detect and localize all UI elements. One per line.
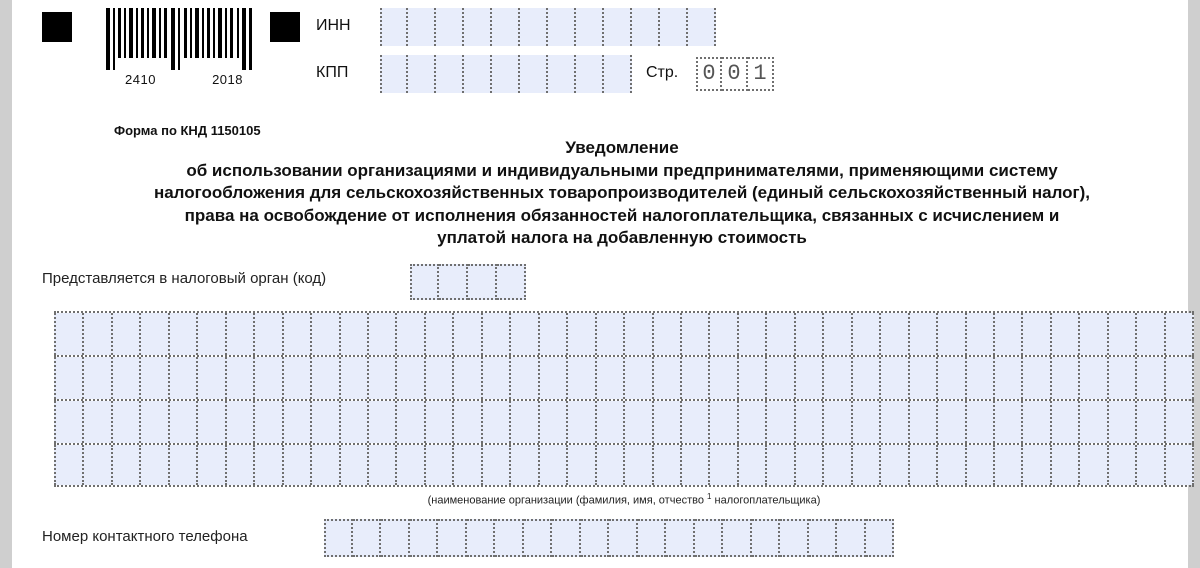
organization-name-cell[interactable]	[682, 357, 710, 399]
inn-cell[interactable]	[632, 8, 660, 46]
organization-name-cell[interactable]	[255, 313, 283, 355]
inn-cell[interactable]	[548, 8, 576, 46]
organization-name-cell[interactable]	[1137, 357, 1165, 399]
organization-name-cell[interactable]	[397, 401, 425, 443]
title-line: права на освобождение от исполнения обязанностей налогоплательщика, связанных с исчислением и	[184, 205, 1060, 225]
organization-name-cell[interactable]	[369, 445, 397, 485]
organization-name-cell[interactable]	[938, 401, 966, 443]
organization-name-cell[interactable]	[881, 357, 909, 399]
organization-name-cell[interactable]	[312, 401, 340, 443]
organization-name-cell[interactable]	[511, 445, 539, 485]
organization-name-cell[interactable]	[113, 313, 141, 355]
organization-name-cell[interactable]	[967, 313, 995, 355]
tax-authority-cell[interactable]	[497, 264, 526, 300]
organization-name-cell[interactable]	[881, 445, 909, 485]
organization-name-cell[interactable]	[910, 445, 938, 485]
organization-name-cell[interactable]	[284, 313, 312, 355]
organization-name-cell[interactable]	[141, 313, 169, 355]
inn-cell[interactable]	[576, 8, 604, 46]
inn-cell[interactable]	[660, 8, 688, 46]
organization-name-cell[interactable]	[995, 401, 1023, 443]
organization-name-cell[interactable]	[84, 401, 112, 443]
organization-name-cell[interactable]	[511, 313, 539, 355]
organization-name-cell[interactable]	[397, 313, 425, 355]
organization-name-cell[interactable]	[483, 401, 511, 443]
organization-name-cell[interactable]	[995, 313, 1023, 355]
page-digit-cell[interactable]: 0	[696, 57, 722, 91]
organization-name-cell[interactable]	[597, 445, 625, 485]
phone-cell[interactable]	[495, 519, 524, 557]
organization-name-cell[interactable]	[625, 445, 653, 485]
organization-name-cell[interactable]	[540, 357, 568, 399]
organization-name-cell[interactable]	[1109, 445, 1137, 485]
organization-name-row[interactable]	[54, 311, 1194, 355]
phone-label: Номер контактного телефона	[42, 528, 248, 545]
organization-name-cell[interactable]	[1166, 313, 1194, 355]
organization-name-cell[interactable]	[1109, 401, 1137, 443]
organization-name-cell[interactable]	[654, 357, 682, 399]
organization-name-cell[interactable]	[198, 357, 226, 399]
organization-name-cell[interactable]	[54, 445, 84, 485]
kpp-cell[interactable]	[492, 55, 520, 93]
organization-name-cell[interactable]	[824, 401, 852, 443]
organization-name-cell[interactable]	[853, 313, 881, 355]
organization-name-cell[interactable]	[1052, 401, 1080, 443]
organization-name-cell[interactable]	[938, 313, 966, 355]
kpp-cell[interactable]	[408, 55, 436, 93]
caption-footnote-mark: 1	[707, 492, 712, 501]
tax-authority-cell[interactable]	[439, 264, 468, 300]
organization-name-cell[interactable]	[284, 445, 312, 485]
organization-name-cell[interactable]	[397, 357, 425, 399]
organization-name-cell[interactable]	[198, 445, 226, 485]
organization-name-cell[interactable]	[84, 445, 112, 485]
organization-name-cell[interactable]	[568, 401, 596, 443]
organization-name-cell[interactable]	[710, 357, 738, 399]
organization-name-cell[interactable]	[397, 445, 425, 485]
kpp-cell[interactable]	[380, 55, 408, 93]
organization-name-cell[interactable]	[824, 357, 852, 399]
organization-name-cell[interactable]	[1166, 445, 1194, 485]
organization-name-cell[interactable]	[454, 313, 482, 355]
organization-name-cell[interactable]	[1166, 401, 1194, 443]
organization-name-cell[interactable]	[967, 401, 995, 443]
phone-cell[interactable]	[837, 519, 866, 557]
organization-name-cell[interactable]	[568, 313, 596, 355]
barcode-left-number: 2410	[125, 72, 156, 87]
form-title	[52, 137, 1192, 250]
inn-cell[interactable]	[436, 8, 464, 46]
organization-name-cell[interactable]	[710, 401, 738, 443]
organization-name-cell[interactable]	[454, 401, 482, 443]
organization-name-cell[interactable]	[170, 401, 198, 443]
organization-name-cell[interactable]	[739, 313, 767, 355]
organization-name-cell[interactable]	[824, 313, 852, 355]
organization-name-cell[interactable]	[625, 401, 653, 443]
inn-cell[interactable]	[492, 8, 520, 46]
organization-name-cell[interactable]	[710, 445, 738, 485]
organization-name-cell[interactable]	[1137, 401, 1165, 443]
phone-cell[interactable]	[666, 519, 695, 557]
organization-name-cell[interactable]	[284, 401, 312, 443]
organization-name-cell[interactable]	[483, 445, 511, 485]
organization-name-cell[interactable]	[227, 445, 255, 485]
organization-name-cell[interactable]	[341, 401, 369, 443]
organization-name-cell[interactable]	[796, 401, 824, 443]
phone-cell[interactable]	[866, 519, 895, 557]
organization-name-cell[interactable]	[1023, 357, 1051, 399]
organization-name-cell[interactable]	[540, 401, 568, 443]
organization-name-cell[interactable]	[796, 445, 824, 485]
organization-name-cell[interactable]	[1166, 357, 1194, 399]
organization-name-cell[interactable]	[227, 401, 255, 443]
phone-cell[interactable]	[381, 519, 410, 557]
organization-name-cell[interactable]	[426, 401, 454, 443]
organization-name-cell[interactable]	[1137, 313, 1165, 355]
title-line: налогообложения для сельскохозяйственных товаропроизводителей (единый сельскохозяйственный налог),	[153, 183, 1091, 202]
tax-authority-cell[interactable]	[410, 264, 439, 300]
organization-name-cell[interactable]	[227, 357, 255, 399]
phone-cell[interactable]	[695, 519, 724, 557]
organization-name-cell[interactable]	[1080, 313, 1108, 355]
organization-name-cell[interactable]	[1023, 445, 1051, 485]
organization-name-cell[interactable]	[995, 445, 1023, 485]
page-digit-cell[interactable]: 1	[748, 57, 774, 91]
organization-name-cell[interactable]	[597, 357, 625, 399]
organization-name-cell[interactable]	[1109, 313, 1137, 355]
form-code-label: Форма по КНД 1150105	[114, 123, 261, 138]
organization-name-cell[interactable]	[54, 313, 84, 355]
organization-name-cell[interactable]	[1023, 401, 1051, 443]
organization-name-cell[interactable]	[341, 357, 369, 399]
corner-marker-left	[42, 12, 72, 42]
organization-name-cell[interactable]	[568, 357, 596, 399]
phone-cell[interactable]	[581, 519, 610, 557]
organization-name-cell[interactable]	[540, 445, 568, 485]
organization-name-cell[interactable]	[881, 401, 909, 443]
organization-name-cell[interactable]	[767, 357, 795, 399]
organization-name-cell[interactable]	[1052, 445, 1080, 485]
phone-cell[interactable]	[324, 519, 353, 557]
phone-cell[interactable]	[552, 519, 581, 557]
organization-name-cell[interactable]	[710, 313, 738, 355]
organization-name-cell[interactable]	[426, 313, 454, 355]
organization-name-cell[interactable]	[141, 445, 169, 485]
organization-name-cell[interactable]	[369, 357, 397, 399]
inn-cell[interactable]	[380, 8, 408, 46]
organization-name-cell[interactable]	[1052, 357, 1080, 399]
organization-name-cell[interactable]	[767, 445, 795, 485]
organization-name-cell[interactable]	[312, 357, 340, 399]
kpp-label: КПП	[316, 64, 349, 81]
page-number-field[interactable]	[696, 57, 774, 91]
organization-name-cell[interactable]	[54, 357, 84, 399]
organization-name-cell[interactable]	[511, 357, 539, 399]
barcode-numbers	[125, 72, 243, 87]
organization-name-cell[interactable]	[113, 357, 141, 399]
organization-name-cell[interactable]	[255, 445, 283, 485]
organization-name-cell[interactable]	[84, 357, 112, 399]
phone-field[interactable]	[324, 519, 894, 557]
organization-name-cell[interactable]	[739, 357, 767, 399]
organization-name-cell[interactable]	[255, 401, 283, 443]
phone-cell[interactable]	[524, 519, 553, 557]
organization-name-cell[interactable]	[910, 313, 938, 355]
organization-name-cell[interactable]	[654, 445, 682, 485]
organization-name-field[interactable]	[54, 311, 1194, 487]
title-line: уплатой налога на добавленную стоимость	[437, 228, 807, 247]
inn-cell[interactable]	[604, 8, 632, 46]
organization-name-cell[interactable]	[113, 401, 141, 443]
organization-name-cell[interactable]	[853, 357, 881, 399]
barcode-right-number: 2018	[212, 72, 243, 87]
organization-name-cell[interactable]	[141, 401, 169, 443]
phone-cell[interactable]	[353, 519, 382, 557]
organization-name-cell[interactable]	[198, 401, 226, 443]
organization-name-cell[interactable]	[255, 357, 283, 399]
inn-field[interactable]	[380, 8, 716, 46]
phone-cell[interactable]	[609, 519, 638, 557]
organization-name-cell[interactable]	[141, 357, 169, 399]
tax-authority-label: Представляется в налоговый орган (код)	[42, 270, 327, 287]
organization-name-cell[interactable]	[938, 357, 966, 399]
organization-name-cell[interactable]	[625, 313, 653, 355]
title-line: Уведомление	[565, 138, 679, 157]
organization-name-cell[interactable]	[54, 401, 84, 443]
phone-cell[interactable]	[410, 519, 439, 557]
organization-name-cell[interactable]	[654, 401, 682, 443]
organization-name-cell[interactable]	[597, 313, 625, 355]
organization-name-cell[interactable]	[540, 313, 568, 355]
organization-name-cell[interactable]	[1109, 357, 1137, 399]
organization-name-cell[interactable]	[1080, 357, 1108, 399]
organization-name-cell[interactable]	[938, 445, 966, 485]
page-label: Стр.	[646, 64, 679, 81]
kpp-cell[interactable]	[548, 55, 576, 93]
organization-name-cell[interactable]	[170, 313, 198, 355]
tax-authority-code-field[interactable]	[410, 264, 526, 300]
phone-cell[interactable]	[752, 519, 781, 557]
organization-name-cell[interactable]	[312, 445, 340, 485]
organization-name-cell[interactable]	[341, 445, 369, 485]
organization-name-cell[interactable]	[625, 357, 653, 399]
organization-name-cell[interactable]	[170, 357, 198, 399]
organization-name-cell[interactable]	[1023, 313, 1051, 355]
organization-name-cell[interactable]	[853, 445, 881, 485]
kpp-cell[interactable]	[520, 55, 548, 93]
organization-name-cell[interactable]	[483, 357, 511, 399]
organization-name-cell[interactable]	[1080, 401, 1108, 443]
inn-cell[interactable]	[464, 8, 492, 46]
phone-cell[interactable]	[723, 519, 752, 557]
organization-name-cell[interactable]	[881, 313, 909, 355]
organization-name-cell[interactable]	[369, 313, 397, 355]
inn-cell[interactable]	[688, 8, 716, 46]
organization-name-cell[interactable]	[967, 445, 995, 485]
kpp-cell[interactable]	[436, 55, 464, 93]
organization-name-cell[interactable]	[967, 357, 995, 399]
kpp-cell[interactable]	[576, 55, 604, 93]
kpp-cell[interactable]	[604, 55, 632, 93]
organization-name-cell[interactable]	[682, 445, 710, 485]
organization-name-cell[interactable]	[853, 401, 881, 443]
phone-cell[interactable]	[638, 519, 667, 557]
inn-cell[interactable]	[520, 8, 548, 46]
phone-cell[interactable]	[780, 519, 809, 557]
barcode	[104, 8, 254, 70]
organization-name-cell[interactable]	[113, 445, 141, 485]
organization-name-row[interactable]	[54, 355, 1194, 399]
organization-name-cell[interactable]	[1137, 445, 1165, 485]
organization-name-cell[interactable]	[796, 357, 824, 399]
organization-name-cell[interactable]	[682, 401, 710, 443]
organization-name-cell[interactable]	[227, 313, 255, 355]
title-line: об использовании организациями и индивидуальными предпринимателями, применяющими систему	[186, 160, 1058, 180]
organization-name-cell[interactable]	[454, 445, 482, 485]
organization-name-cell[interactable]	[454, 357, 482, 399]
organization-name-cell[interactable]	[369, 401, 397, 443]
organization-name-cell[interactable]	[426, 445, 454, 485]
organization-name-cell[interactable]	[995, 357, 1023, 399]
organization-name-cell[interactable]	[1080, 445, 1108, 485]
organization-name-cell[interactable]	[198, 313, 226, 355]
organization-name-cell[interactable]	[511, 401, 539, 443]
organization-name-cell[interactable]	[739, 401, 767, 443]
tax-authority-cell[interactable]	[468, 264, 497, 300]
kpp-field[interactable]	[380, 55, 632, 93]
organization-name-cell[interactable]	[767, 401, 795, 443]
kpp-cell[interactable]	[464, 55, 492, 93]
organization-name-cell[interactable]	[341, 313, 369, 355]
organization-name-cell[interactable]	[170, 445, 198, 485]
organization-name-caption	[54, 492, 1194, 507]
inn-label: ИНН	[316, 17, 351, 34]
caption-text: (наименование организации (фамилия, имя, отчество	[427, 494, 704, 507]
corner-marker-right	[270, 12, 300, 42]
organization-name-cell[interactable]	[426, 357, 454, 399]
phone-cell[interactable]	[809, 519, 838, 557]
organization-name-cell[interactable]	[824, 445, 852, 485]
page-digit-cell[interactable]: 0	[722, 57, 748, 91]
caption-text-end: налогоплательщика)	[714, 494, 821, 507]
organization-name-cell[interactable]	[910, 401, 938, 443]
organization-name-cell[interactable]	[1052, 313, 1080, 355]
organization-name-cell[interactable]	[568, 445, 596, 485]
organization-name-cell[interactable]	[682, 313, 710, 355]
phone-cell[interactable]	[438, 519, 467, 557]
organization-name-cell[interactable]	[796, 313, 824, 355]
organization-name-cell[interactable]	[597, 401, 625, 443]
organization-name-row[interactable]	[54, 443, 1194, 487]
organization-name-cell[interactable]	[910, 357, 938, 399]
organization-name-cell[interactable]	[483, 313, 511, 355]
inn-cell[interactable]	[408, 8, 436, 46]
organization-name-cell[interactable]	[312, 313, 340, 355]
organization-name-cell[interactable]	[284, 357, 312, 399]
organization-name-row[interactable]	[54, 399, 1194, 443]
organization-name-cell[interactable]	[739, 445, 767, 485]
organization-name-cell[interactable]	[654, 313, 682, 355]
organization-name-cell[interactable]	[84, 313, 112, 355]
phone-cell[interactable]	[467, 519, 496, 557]
organization-name-cell[interactable]	[767, 313, 795, 355]
